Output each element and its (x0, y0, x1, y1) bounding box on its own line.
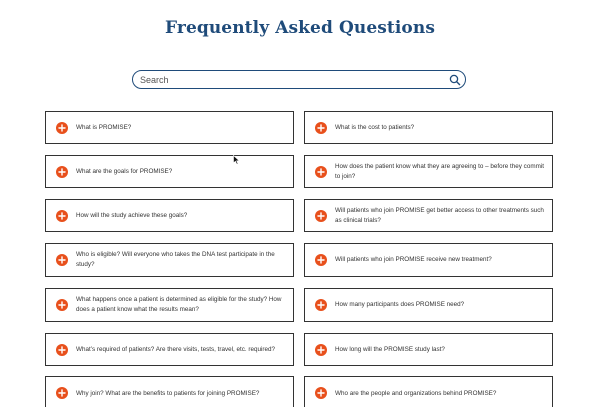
faq-question: How will the study achieve these goals? (76, 211, 188, 219)
faq-question: Will patients who join PROMISE receive new treatment? (335, 256, 492, 263)
page-title: Frequently Asked Questions (165, 18, 435, 38)
faq-item[interactable] (304, 243, 553, 277)
plus-icon[interactable] (56, 166, 68, 178)
search-input[interactable] (140, 72, 440, 87)
faq-question: How does the patient know what they are agreeing to – before they commit to join? (335, 162, 544, 180)
faq-item[interactable] (304, 333, 553, 366)
faq-question: Will patients who join PROMISE get better access to other treatments such as clinical trials? (335, 206, 544, 224)
faq-item[interactable] (45, 155, 294, 188)
plus-icon[interactable] (56, 254, 68, 266)
faq-question: What is the cost to patients? (335, 123, 415, 131)
plus-icon[interactable] (315, 210, 327, 222)
faq-question: What are the goals for PROMISE? (76, 167, 173, 175)
mouse-cursor-icon (233, 152, 241, 162)
faq-item[interactable] (45, 288, 294, 322)
plus-icon[interactable] (315, 122, 327, 134)
faq-question: Who are the people and organizations behind PROMISE? (335, 390, 497, 397)
faq-question: How many participants does PROMISE need? (335, 301, 465, 308)
faq-item[interactable] (304, 288, 553, 322)
faq-question: What’s required of patients? Are there visits, tests, travel, etc. required? (76, 345, 276, 353)
plus-icon[interactable] (315, 387, 327, 399)
search-icon[interactable] (449, 73, 461, 85)
plus-icon[interactable] (315, 299, 327, 311)
faq-question: What happens once a patient is determined as eligible for the study? How does a patient know what the results mean? (76, 296, 282, 313)
faq-item[interactable] (45, 111, 294, 144)
faq-item[interactable] (45, 199, 294, 232)
plus-icon[interactable] (56, 344, 68, 356)
search-bar[interactable] (132, 70, 466, 89)
faq-item[interactable] (304, 376, 553, 407)
faq-item[interactable] (45, 333, 294, 366)
faq-item[interactable] (45, 243, 294, 277)
faq-question: What is PROMISE? (76, 123, 132, 131)
plus-icon[interactable] (315, 254, 327, 266)
plus-icon[interactable] (56, 387, 68, 399)
faq-question: Who is eligible? Will everyone who takes the DNA test participate in the study? (76, 251, 275, 268)
faq-question: Why join? What are the benefits to patients for joining PROMISE? (76, 390, 260, 397)
plus-icon[interactable] (56, 122, 68, 134)
plus-icon[interactable] (56, 210, 68, 222)
plus-icon[interactable] (56, 299, 68, 311)
faq-item[interactable] (304, 111, 553, 144)
faq-item[interactable] (304, 155, 553, 188)
plus-icon[interactable] (315, 344, 327, 356)
plus-icon[interactable] (315, 166, 327, 178)
faq-item[interactable] (304, 199, 553, 232)
faq-item[interactable] (45, 376, 294, 407)
faq-question: How long will the PROMISE study last? (335, 345, 445, 353)
